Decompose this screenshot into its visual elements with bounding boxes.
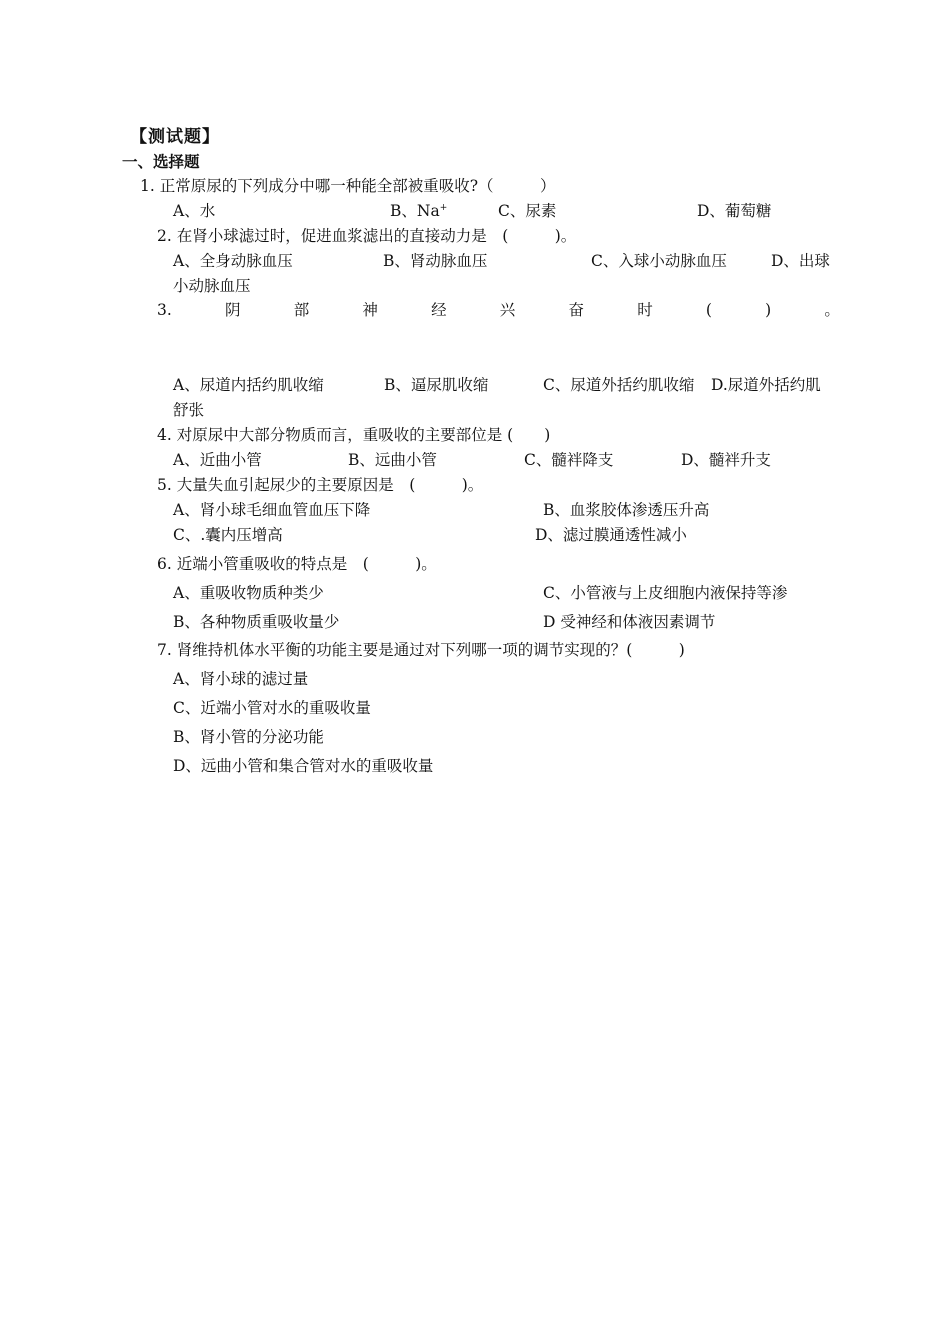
question-2-option-d: D、出球 (771, 252, 830, 270)
question-3-stem (157, 300, 840, 320)
question-3-option-b: B、逼尿肌收缩 (384, 376, 489, 394)
question-3-option-c: C、尿道外括约肌收缩 (543, 376, 695, 394)
question-7-option-b: B、肾小管的分泌功能 (173, 728, 324, 746)
question-3-stem-char: 部 (293, 301, 310, 319)
question-3-option-a: A、尿道内括约肌收缩 (173, 376, 324, 394)
question-3-continuation: 舒张 (173, 401, 205, 419)
question-3-stem-char: 时 (637, 301, 653, 319)
question-3-stem-char: 神 (362, 301, 378, 319)
question-4-option-c: C、髓袢降支 (524, 451, 614, 469)
question-3-stem-char: 兴 (499, 301, 516, 319)
question-1-option-d: D、葡萄糖 (697, 202, 772, 220)
question-7-option-c: C、近端小管对水的重吸收量 (173, 699, 371, 717)
question-6-stem: 6. 近端小管重吸收的特点是 ( )。 (157, 555, 437, 573)
question-4-stem: 4. 对原尿中大部分物质而言，重吸收的主要部位是 ( ) (157, 426, 551, 444)
question-5-option-b: B、血浆胶体渗透压升高 (543, 501, 710, 519)
question-2-option-c: C、入球小动脉血压 (591, 252, 727, 270)
question-2-continuation: 小动脉血压 (173, 277, 251, 295)
question-7-option-a: A、肾小球的滤过量 (173, 670, 309, 688)
question-4-option-a: A、近曲小管 (173, 451, 262, 469)
question-3-number: 3. (157, 301, 172, 319)
question-6-option-c: C、小管液与上皮细胞内液保持等渗 (543, 584, 788, 602)
question-3-close-paren: ) (765, 301, 772, 319)
question-5-option-c: C、.囊内压增高 (173, 526, 283, 544)
question-2-option-b: B、肾动脉血压 (383, 252, 488, 270)
question-6-option-d: D 受神经和体液因素调节 (543, 613, 716, 631)
section-title: 一、选择题 (122, 152, 200, 171)
test-heading: 【测试题】 (130, 127, 220, 147)
question-2-stem: 2. 在肾小球滤过时，促进血浆滤出的直接动力是 ( )。 (157, 227, 577, 245)
question-4-option-d: D、髓袢升支 (681, 451, 771, 469)
question-1-stem: 1. 正常原尿的下列成分中哪一种能全部被重吸收?（ ） (140, 177, 556, 195)
question-3-option-d: D.尿道外括约肌 (711, 376, 821, 394)
question-6-option-a: A、重吸收物质种类少 (173, 584, 324, 602)
question-3-stem-char: 奋 (568, 301, 585, 319)
question-7-option-d: D、远曲小管和集合管对水的重吸收量 (173, 757, 434, 775)
question-1-option-a: A、水 (173, 202, 216, 220)
question-4-option-b: B、远曲小管 (348, 451, 437, 469)
question-3-stem-char: 经 (431, 301, 447, 319)
question-2-option-a: A、全身动脉血压 (173, 252, 293, 270)
question-1-option-b: B、Na+ (390, 202, 448, 220)
question-5-stem: 5. 大量失血引起尿少的主要原因是 ( )。 (157, 476, 484, 494)
question-3-period: 。 (824, 301, 840, 319)
question-3-open-paren: ( (705, 301, 712, 319)
question-1-option-c: C、尿素 (498, 202, 557, 220)
question-7-stem: 7. 肾维持机体水平衡的功能主要是通过对下列哪一项的调节实现的？( ) (157, 641, 685, 659)
question-3-stem-char: 阴 (224, 301, 241, 319)
question-6-option-b: B、各种物质重吸收量少 (173, 613, 340, 631)
question-5-option-d: D、滤过膜通透性减小 (535, 526, 687, 544)
question-5-option-a: A、肾小球毛细血管血压下降 (173, 501, 371, 519)
